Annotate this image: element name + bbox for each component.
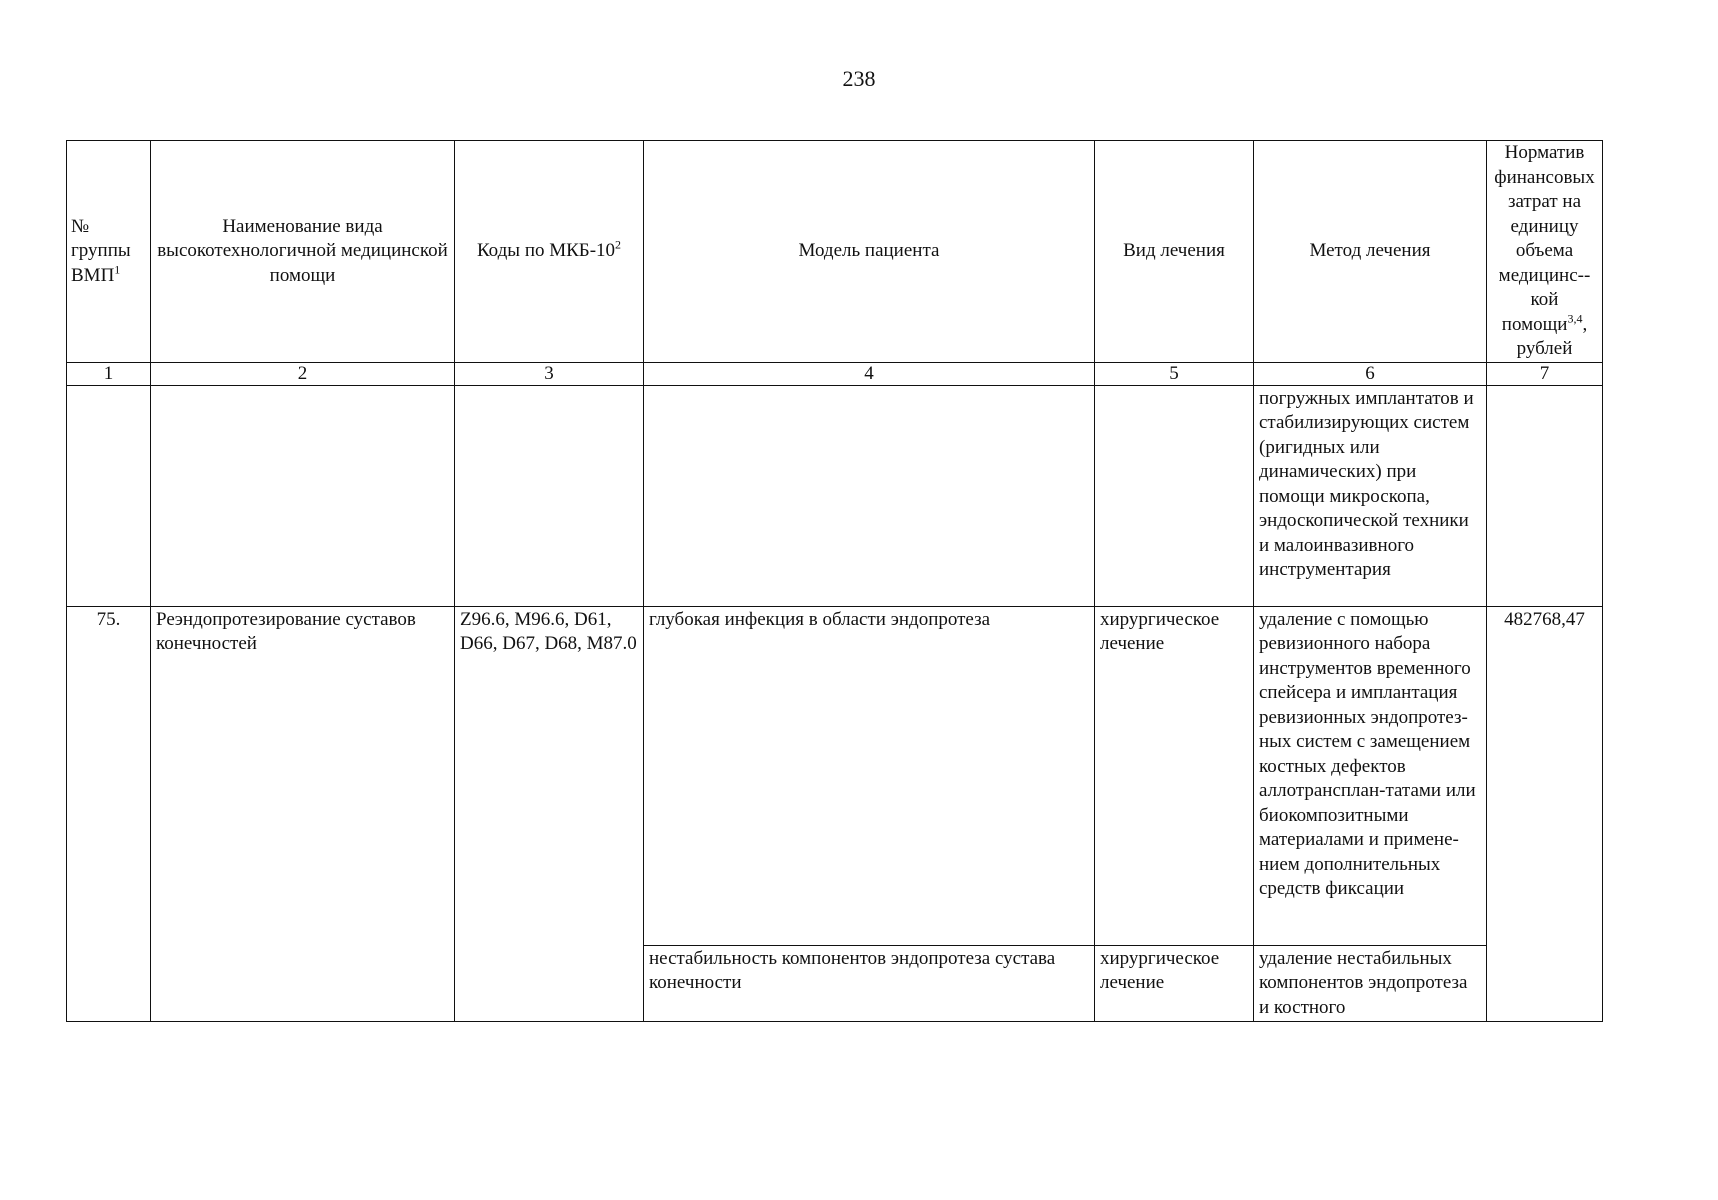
icd-codes-cell: Z96.6, M96.6, D61, D66, D67, D68, M87.0 xyxy=(455,606,644,1022)
column-number: 4 xyxy=(644,362,1095,385)
treatment-method-cell: погружных имплантатов и стабилизирующих систем (ригидных или динамических) при помощи микроскопа, эндоскопической техники и малоинвазивного инструментария xyxy=(1254,385,1487,606)
treatment-type-cell: хирургическое лечение xyxy=(1095,945,1254,1022)
column-number: 5 xyxy=(1095,362,1254,385)
table-header-row xyxy=(67,141,1603,363)
column-number: 3 xyxy=(455,362,644,385)
page-number: 238 xyxy=(842,66,876,91)
patient-model-cell: нестабильность компонентов эндопротеза сустава конечности xyxy=(644,945,1095,1022)
header-patient-model: Модель пациента xyxy=(644,141,1095,363)
header-care-type: Наименование вида высокотехнологичной медицинской помощи xyxy=(151,141,455,363)
vmp-table xyxy=(66,140,1603,1022)
column-number: 2 xyxy=(151,362,455,385)
care-type-cell: Реэндопротезирование суставов конечностей xyxy=(151,606,455,1022)
cost-norm-cell: 482768,47 xyxy=(1487,606,1603,1022)
header-treatment-method: Метод лечения xyxy=(1254,141,1487,363)
column-number: 6 xyxy=(1254,362,1487,385)
treatment-method-cell: удаление с помощью ревизионного набора инструментов временного спейсера и имплантация ревизионных эндопротез-ных систем с замещением костных дефектов аллотрансплан-татами или биокомпозитными материалами и примене-нием дополнительных средств фиксации xyxy=(1254,606,1487,945)
header-treatment-type: Вид лечения xyxy=(1095,141,1254,363)
header-icd-codes: Коды по МКБ-$10^2$ xyxy=(455,141,644,363)
table-row-75 xyxy=(67,606,1603,945)
treatment-method-cell: удаление нестабильных компонентов эндопротеза и костного xyxy=(1254,945,1487,1022)
patient-model-cell: глубокая инфекция в области эндопротеза xyxy=(644,606,1095,945)
treatment-type-cell: хирургическое лечение xyxy=(1095,606,1254,945)
header-group-number: № группы ВМП$^1$ xyxy=(67,141,151,363)
header-cost-norm: Норматив финансовых затрат на единицу объема медицинс--кой помощи$^{3,4}$, рублей xyxy=(1487,141,1603,363)
table-row-continuation xyxy=(67,385,1603,606)
column-number: 1 xyxy=(67,362,151,385)
column-number: 7 xyxy=(1487,362,1603,385)
column-number-row xyxy=(67,362,1603,385)
group-number-cell: 75. xyxy=(67,606,151,1022)
